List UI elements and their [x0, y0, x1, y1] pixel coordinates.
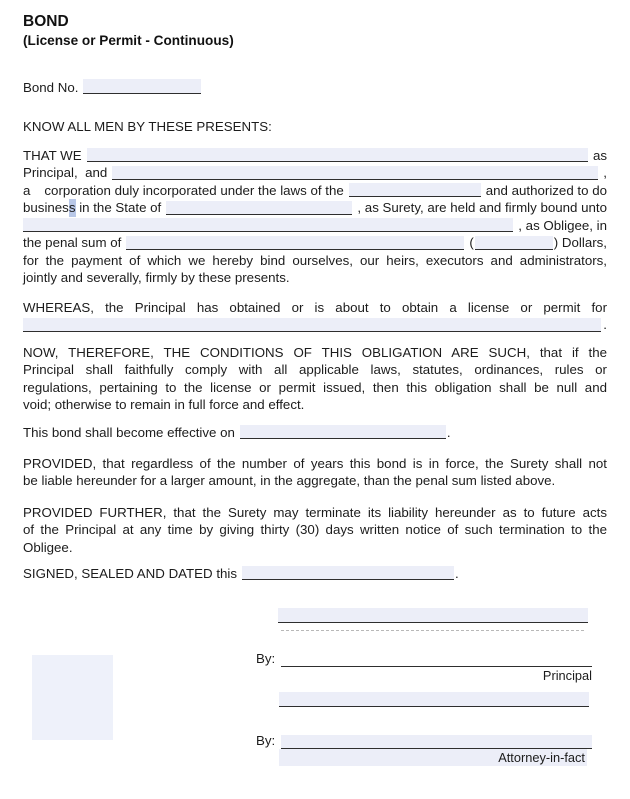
by-label-principal: By: [256, 651, 276, 666]
payment-line: for the payment of which we hereby bind ourselves, our heirs, executors and administrators, [23, 252, 607, 268]
signature-line-2-input[interactable] [279, 692, 589, 707]
obligee-input[interactable] [23, 218, 513, 232]
provided-line-2: be liable hereunder for a larger amount, in the aggregate, than the penal sum listed above. [23, 473, 556, 489]
jointly-line: jointly and severally, firmly by these presents. [23, 270, 290, 286]
effective-period: . [446, 424, 451, 440]
license-permit-input[interactable] [23, 318, 601, 332]
authorized-suffix: and authorized to do [485, 182, 607, 198]
form-header [23, 12, 607, 50]
whereas-period: . [603, 317, 607, 333]
business-s-highlight: s [68, 200, 76, 216]
provided-further-line-2: of the Principal at any time by giving thirty (30) days written notice of such termination to the [23, 522, 607, 538]
obligee-suffix: , as Obligee, in [518, 217, 607, 233]
page-subtitle: (License or Permit - Continuous) [23, 33, 234, 48]
obligee-line [23, 217, 607, 234]
that-we-line [23, 147, 607, 164]
incorporated-clause: corporation duly incorporated under the laws of the [44, 182, 344, 198]
surety-suffix: , as Surety, are held and firmly bound unto [357, 200, 607, 216]
provided-further-line-1: PROVIDED FURTHER, that the Surety may terminate its liability hereunder as to future acts [23, 505, 607, 520]
penal-sum-words-input[interactable] [126, 236, 464, 250]
penal-sum-figures-input[interactable] [475, 236, 553, 250]
paren-open: ( [469, 235, 474, 251]
principal-and-line [23, 164, 607, 181]
surety-name-input[interactable] [112, 166, 598, 180]
seal-field[interactable] [32, 655, 113, 740]
effective-date-input[interactable] [240, 425, 446, 439]
as-suffix: as [592, 147, 607, 163]
business-prefix: busines [23, 200, 69, 216]
attorney-role-label: Attorney-in-fact [498, 750, 585, 765]
provided-further-line-3: Obligee. [23, 539, 73, 555]
effective-label: This bond shall become effective on [23, 424, 235, 440]
comma-suffix: , [603, 165, 607, 181]
signature-line-1-dashed-rule [281, 630, 584, 631]
provided-paragraph [23, 455, 607, 490]
obligation-paragraph [23, 147, 607, 287]
signed-label: SIGNED, SEALED AND DATED this [23, 565, 238, 581]
by-principal-row [256, 651, 592, 667]
signed-date-input[interactable] [242, 566, 454, 580]
now-line-2: Principal shall faithfully comply with all applicable laws, statutes, ordinances, rules or [23, 362, 607, 378]
state-clause: in the State of [75, 200, 162, 216]
a-prefix: a [23, 182, 31, 198]
by-attorney-row [256, 733, 592, 749]
know-all-heading: KNOW ALL MEN BY THESE PRESENTS: [23, 119, 272, 134]
provided-further-paragraph [23, 504, 607, 556]
by-label-attorney: By: [256, 733, 276, 748]
paren-close-dollars: ) Dollars, [553, 235, 607, 251]
page-title: BOND [23, 13, 69, 30]
now-line-4: void; otherwise to remain in full force and effect. [23, 397, 305, 413]
attorney-role-strip [279, 749, 587, 766]
penal-prefix: the penal sum of [23, 235, 122, 251]
incorporation-state-input[interactable] [349, 183, 481, 197]
provided-line-1: PROVIDED, that regardless of the number of years this bond is in force, the Surety shall not [23, 456, 607, 471]
penal-sum-line [23, 234, 607, 251]
license-permit-line [23, 316, 607, 333]
by-attorney-input[interactable] [281, 735, 592, 749]
principal-role-label: Principal [542, 668, 592, 683]
that-we-label: THAT WE [23, 147, 82, 163]
principal-and-label: Principal, and [23, 165, 108, 181]
now-line-1: NOW, THEREFORE, THE CONDITIONS OF THIS OBLIGATION ARE SUCH, that if the [23, 345, 607, 360]
bond-no-row [23, 77, 607, 96]
effective-date-row [23, 424, 607, 441]
signature-line-1-input[interactable] [278, 608, 588, 623]
signed-period: . [455, 565, 459, 581]
incorporated-line [23, 182, 607, 199]
bond-no-input[interactable] [83, 79, 201, 94]
business-state-input[interactable] [166, 201, 352, 215]
business-state-line [23, 199, 607, 216]
signed-sealed-row [23, 565, 607, 582]
whereas-text: WHEREAS, the Principal has obtained or is about to obtain a license or permit for [23, 300, 607, 315]
whereas-clause [23, 299, 607, 334]
now-line-3: regulations, pertaining to the license or permit issued, then this obligation shall be null and [23, 379, 607, 395]
principal-name-input[interactable] [87, 148, 588, 162]
now-therefore-paragraph [23, 344, 607, 414]
by-principal-input[interactable] [281, 653, 592, 667]
bond-no-label: Bond No. [23, 79, 79, 95]
